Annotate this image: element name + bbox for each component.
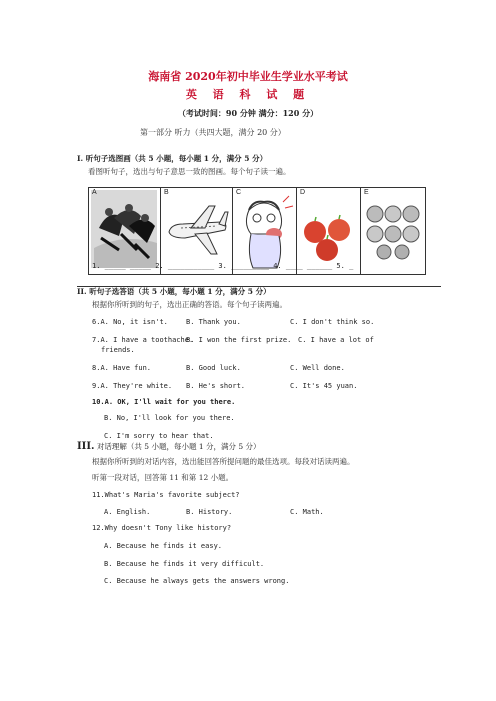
question-10 — [92, 398, 235, 406]
question-11-option-c: C. Math. — [290, 508, 324, 516]
question-10-option-b: B. No, I'll look for you there. — [104, 414, 235, 422]
section-3-subheading: 听第一段对话，回答第 11 和第 12 小题。 — [92, 473, 234, 482]
question-7-option-c-cont: friends. — [101, 346, 135, 354]
section-1-title: 听句子选图画（共 5 小题，每小题 1 分，满分 5 分） — [85, 154, 268, 163]
question-number: 6. — [92, 318, 101, 326]
picture-d-label: D — [300, 189, 306, 196]
question-8-option-b: B. Good luck. — [186, 364, 241, 372]
question-12-option-a: A. Because he finds it easy. — [104, 542, 223, 550]
airplane-image — [161, 188, 231, 270]
picture-a-label: A — [92, 189, 97, 196]
question-11-option-b: B. History. — [186, 508, 233, 516]
question-number: 10. — [92, 398, 105, 406]
part-one-heading: 第一部分 听力（共四大题，满分 20 分） — [140, 128, 286, 137]
option-a: A. Have fun. — [100, 364, 152, 372]
question-7-option-c: C. I have a lot of — [298, 336, 374, 344]
question-6 — [92, 318, 168, 326]
speed-skaters-image — [89, 188, 159, 270]
question-11-stem: 11.What's Maria's favorite subject? — [92, 491, 240, 499]
question-12-stem: 12.Why doesn't Tony like history? — [92, 524, 232, 532]
question-number: 8. — [92, 364, 101, 372]
section-3-numeral: III. — [77, 441, 95, 452]
question-number: 9. — [92, 382, 101, 390]
question-11-option-a: A. English. — [104, 508, 151, 516]
question-8 — [92, 364, 151, 372]
section-2-numeral: II. — [77, 287, 87, 296]
section-3-heading — [77, 441, 261, 452]
coins-image — [361, 188, 425, 270]
section-1-numeral: I. — [77, 154, 84, 163]
section-3-title: 对话理解（共 5 小题，每小题 1 分，满分 5 分） — [96, 442, 261, 451]
apples-image — [297, 188, 359, 270]
picture-e-label: E — [364, 189, 369, 196]
question-number: 7. — [92, 336, 101, 344]
question-7 — [92, 336, 193, 344]
question-9-option-c: C. It's 45 yuan. — [290, 382, 358, 390]
picture-c-label: C — [236, 189, 242, 196]
option-a: A. I have a toothache. — [100, 336, 194, 344]
picture-b-label: B — [164, 189, 169, 196]
exam-title: 海南省 2020年初中毕业生学业水平考试 — [148, 70, 348, 83]
section-1-instruction: 看图听句子，选出与句子意思一致的图画。每个句子读一遍。 — [88, 167, 291, 176]
question-9 — [92, 382, 172, 390]
section-2-heading — [77, 286, 271, 297]
section-2-title: 听句子选答语（共 5 小题，每小题 1 分，满分 5 分） — [89, 287, 271, 296]
question-7-option-b: B. I won the first prize. — [186, 336, 292, 344]
question-9-option-b: B. He's short. — [186, 382, 246, 390]
option-a: A. No, it isn't. — [100, 318, 168, 326]
exam-time-info: （考试时间：90 分钟 满分：120 分） — [177, 108, 319, 118]
question-6-option-c: C. I don't think so. — [290, 318, 375, 326]
question-8-option-c: C. Well done. — [290, 364, 345, 372]
question-6-option-b: B. Thank you. — [186, 318, 241, 326]
answer-blanks-line: 1. _____ _____ 2. ___________ 3. _________ 4. ____ ______ 5. _ — [92, 262, 354, 270]
section-1-heading — [77, 153, 267, 164]
question-10-option-c: C. I'm sorry to hear that. — [104, 432, 214, 440]
option-a: A. They're white. — [100, 382, 173, 390]
picture-e — [361, 188, 426, 275]
exam-subject-title: 英 语 科 试 题 — [185, 88, 311, 101]
section-2-instruction: 根据你所听到的句子，选出正确的答语。每个句子读两遍。 — [92, 300, 287, 309]
question-12-option-c: C. Because he always gets the answers wrong. — [104, 577, 290, 585]
section-3-instruction: 根据你所听到的对话内容，选出能回答所提问题的最佳选项。每段对话读两遍。 — [92, 457, 355, 466]
question-12-option-b: B. Because he finds it very difficult. — [104, 560, 265, 568]
option-a: A. OK, I'll wait for you there. — [104, 398, 236, 406]
boy-with-toothache-image — [233, 188, 295, 270]
